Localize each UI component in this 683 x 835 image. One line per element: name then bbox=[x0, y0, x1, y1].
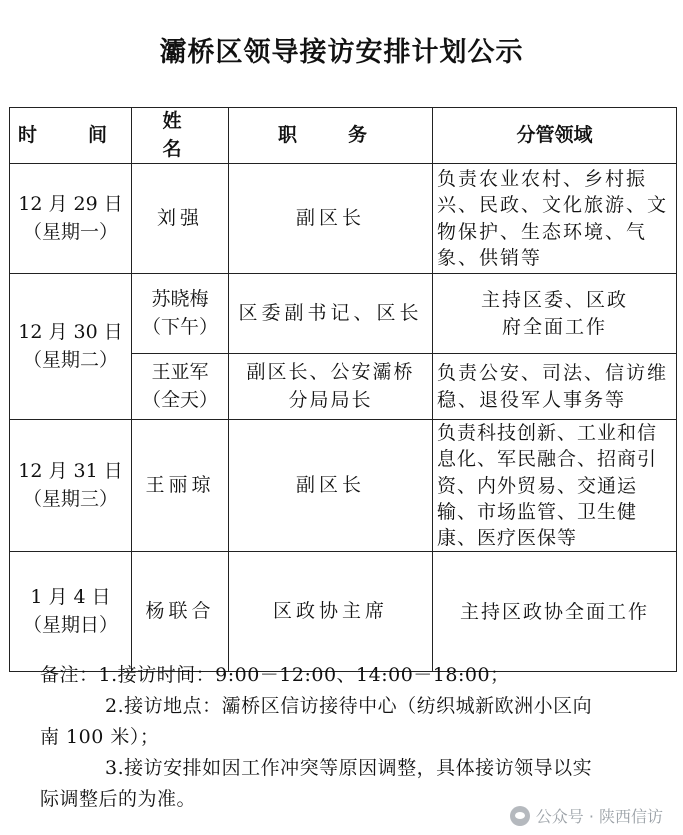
date: 12 月 29 日 bbox=[18, 193, 123, 216]
schedule-table bbox=[9, 107, 677, 672]
date-cell bbox=[10, 420, 132, 552]
weekday: （星期二） bbox=[22, 348, 118, 371]
note-3: 3.接访安排如因工作冲突等原因调整，具体接访领导以实 bbox=[105, 757, 593, 779]
title-cell bbox=[229, 274, 433, 354]
note-3-cont: 际调整后的为准。 bbox=[40, 788, 197, 810]
duty-cell bbox=[433, 274, 677, 354]
leader-name: 杨联合 bbox=[145, 599, 215, 622]
table-row bbox=[10, 274, 677, 354]
duty-cell: 负责公安、司法、信访维稳、退役军人事务等 bbox=[433, 354, 677, 420]
duty-cell: 主持区政协全面工作 bbox=[433, 552, 677, 672]
wechat-icon bbox=[510, 806, 530, 826]
header-duty: 分管领域 bbox=[433, 108, 677, 164]
leader-title: 副区长、公安灞桥分局局长 bbox=[246, 361, 415, 411]
table-row bbox=[10, 552, 677, 672]
watermark-text: 公众号 · 陕西信访 bbox=[535, 807, 663, 826]
note-2-cont: 南 100 米）； bbox=[40, 726, 160, 748]
name-cell bbox=[132, 420, 229, 552]
page-title: 灞桥区领导接访安排计划公示 bbox=[159, 37, 524, 68]
leader-title: 区委副书记、区长 bbox=[238, 301, 423, 324]
leader-title: 副区长 bbox=[295, 473, 365, 496]
date-cell bbox=[10, 274, 132, 420]
leader-name: 王亚军 bbox=[151, 361, 209, 384]
leader-time-note: （全天） bbox=[141, 388, 218, 411]
leader-time-note: （下午） bbox=[141, 315, 218, 338]
leader-title: 区政协主席 bbox=[272, 599, 388, 622]
title-cell bbox=[229, 164, 433, 274]
table-row bbox=[10, 420, 677, 552]
notes bbox=[10, 660, 670, 815]
leader-name: 苏晓梅 bbox=[151, 288, 209, 311]
header-title: 职 务 bbox=[229, 108, 433, 164]
date-cell bbox=[10, 552, 132, 672]
duty-cell: 负责农业农村、乡村振兴、民政、文化旅游、文物保护、生态环境、气象、供销等 bbox=[433, 164, 677, 274]
watermark bbox=[510, 804, 663, 827]
date: 1 月 4 日 bbox=[30, 586, 111, 609]
date: 12 月 31 日 bbox=[18, 460, 123, 483]
table-header-row bbox=[10, 108, 677, 164]
title-cell bbox=[229, 420, 433, 552]
leader-name: 刘强 bbox=[156, 206, 203, 229]
name-cell bbox=[132, 354, 229, 420]
date-cell bbox=[10, 164, 132, 274]
leader-name: 王丽琼 bbox=[145, 473, 215, 496]
duty-text: 主持区委、区政府全面工作 bbox=[480, 289, 628, 338]
duty-cell: 负责科技创新、工业和信息化、军民融合、招商引资、内外贸易、交通运输、市场监管、卫生健康、医疗医保等 bbox=[433, 420, 677, 552]
weekday: （星期一） bbox=[22, 220, 118, 243]
title-cell bbox=[229, 552, 433, 672]
note-2: 2.接访地点：灞桥区信访接待中心（纺织城新欧洲小区向 bbox=[105, 695, 593, 717]
header-name: 姓 名 bbox=[132, 108, 229, 164]
leader-title: 副区长 bbox=[295, 206, 365, 229]
note-1: 备注：1.接访时间：9:00－12:00、14:00－18:00； bbox=[40, 664, 510, 686]
weekday: （星期日） bbox=[22, 613, 118, 636]
table-row bbox=[10, 164, 677, 274]
date: 12 月 30 日 bbox=[18, 321, 123, 344]
name-cell bbox=[132, 274, 229, 354]
name-cell bbox=[132, 552, 229, 672]
header-time: 时 间 bbox=[10, 108, 132, 164]
weekday: （星期三） bbox=[22, 487, 118, 510]
name-cell bbox=[132, 164, 229, 274]
title-cell bbox=[229, 354, 433, 420]
